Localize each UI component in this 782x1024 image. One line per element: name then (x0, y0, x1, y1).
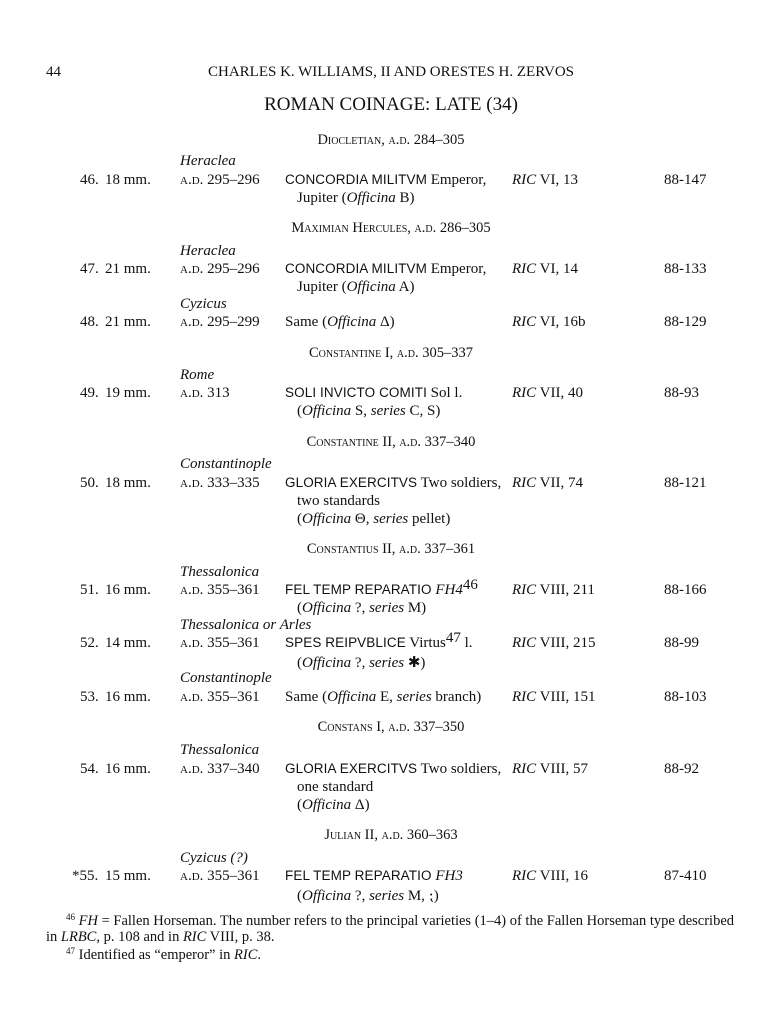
legend: FEL TEMP REPARATIO (285, 582, 432, 597)
inventory-number: 88-92 (664, 761, 699, 777)
coin-date: a.d. 295–299 (180, 314, 260, 330)
coin-size: 21 mm. (105, 314, 151, 330)
coin-date: a.d. 355–361 (180, 868, 260, 884)
footnote-marker: 47 (445, 630, 461, 646)
page-title: ROMAN COINAGE: LATE (34) (264, 94, 518, 115)
coin-date: a.d. 295–296 (180, 172, 260, 188)
inventory-number: 88-103 (664, 689, 707, 705)
entry-number: 51. (80, 582, 99, 598)
coin-size: 14 mm. (105, 635, 151, 651)
coin-description-line1: Same (Officina E, series branch) (285, 689, 482, 705)
coin-size: 15 mm. (105, 868, 151, 884)
coin-description-line3: (Officina Δ) (297, 797, 370, 813)
mint-name: Constantinople (180, 670, 272, 686)
coin-description-line2: one standard (297, 779, 374, 795)
ruler-heading: Constans I, a.d. 337–350 (317, 719, 465, 735)
page-number: 44 (46, 64, 61, 80)
ruler-heading: Diocletian, a.d. 284–305 (317, 132, 465, 148)
entry-number: 47. (80, 261, 99, 277)
mint-name: Thessalonica (180, 564, 260, 580)
footnote-46: $^{46}$ FH = Fallen Horseman. The number refers to the principal varieties (1–4) of the Fallen Horseman type described in LRBC, p. 108 and in RIC VIII, p. 38. (46, 912, 735, 945)
ric-reference: RIC VIII, 57 (512, 761, 588, 777)
legend: SPES REIPVBLICE (285, 635, 406, 650)
mint-name: Thessalonica or Arles (180, 617, 312, 633)
coin-size: 16 mm. (105, 689, 151, 705)
coin-date: a.d. 355–361 (180, 635, 260, 651)
inventory-number: 88-166 (664, 582, 707, 598)
coin-size: 16 mm. (105, 582, 151, 598)
coin-size: 19 mm. (105, 385, 151, 401)
legend: GLORIA EXERCITVS (285, 475, 418, 490)
legend: CONCORDIA MILITVM (285, 172, 427, 187)
ruler-heading: Constantine I, a.d. 305–337 (309, 345, 473, 361)
inventory-number: 88-121 (664, 475, 707, 491)
coin-description-line2: two standards (297, 493, 380, 509)
legend: FEL TEMP REPARATIO (285, 868, 432, 883)
entry-number: *55. (72, 868, 99, 884)
entry-number: 49. (80, 385, 99, 401)
entry-number: 46. (80, 172, 99, 188)
ric-reference: RIC VI, 14 (512, 261, 578, 277)
footnote-marker: 47 (66, 946, 75, 956)
ruler-heading: Maximian Hercules, a.d. 286–305 (291, 220, 491, 236)
entry-number: 48. (80, 314, 99, 330)
coin-description-line1: SOLI INVICTO COMITI Sol l. (285, 385, 463, 401)
coin-date: a.d. 313 (180, 385, 230, 401)
coin-description-line2: (Officina S, series C, S) (297, 403, 441, 419)
entry-number: 54. (80, 761, 99, 777)
ric-reference: RIC VII, 40 (512, 385, 583, 401)
coin-description-line3: (Officina Θ, series pellet) (297, 511, 451, 527)
legend: CONCORDIA MILITVM (285, 261, 427, 276)
footnote-47: $^{47}$ Identified as “emperor” in RIC. (66, 946, 262, 963)
coin-description-line1: FEL TEMP REPARATIO FH3 (285, 868, 463, 884)
coin-date: a.d. 337–340 (180, 761, 260, 777)
mint-name: Thessalonica (180, 742, 260, 758)
ric-reference: RIC VIII, 211 (512, 582, 595, 598)
inventory-number: 88-99 (664, 635, 699, 651)
ric-reference: RIC VIII, 151 (512, 689, 596, 705)
ric-reference: RIC VIII, 215 (512, 635, 596, 651)
mint-name: Rome (180, 367, 215, 383)
coin-description-line1: CONCORDIA MILITVM Emperor, (285, 172, 487, 188)
coin-description-line1: FEL TEMP REPARATIO $FH4^{46}$ (285, 577, 478, 598)
coin-date: a.d. 333–335 (180, 475, 260, 491)
ruler-heading: Constantine II, a.d. 337–340 (306, 434, 476, 450)
coin-description-line2: Jupiter (Officina B) (297, 190, 415, 206)
coin-description-line2: (Officina ?, series M, ⁏) (297, 888, 439, 904)
mint-name: Heraclea (180, 243, 236, 259)
coin-size: 18 mm. (105, 172, 151, 188)
inventory-number: 88-93 (664, 385, 699, 401)
ruler-heading: Julian II, a.d. 360–363 (324, 827, 458, 843)
inventory-number: 88-129 (664, 314, 707, 330)
footnote-marker: 46 (462, 577, 478, 593)
entry-number: 53. (80, 689, 99, 705)
ruler-heading: Constantius II, a.d. 337–361 (306, 541, 476, 557)
legend: GLORIA EXERCITVS (285, 761, 418, 776)
coin-description-line2: Jupiter (Officina A) (297, 279, 415, 295)
mint-name: Heraclea (180, 153, 236, 169)
mint-name: Cyzicus (?) (180, 850, 248, 866)
coin-description-line1: GLORIA EXERCITVS Two soldiers, (285, 761, 502, 777)
coin-date: a.d. 355–361 (180, 689, 260, 705)
footnote-marker: 46 (66, 912, 75, 922)
coin-size: 21 mm. (105, 261, 151, 277)
inventory-number: 87-410 (664, 868, 707, 884)
coin-description-line1: SPES REIPVBLICE Virtus$^{47}$ l. (285, 630, 473, 651)
ric-reference: RIC VIII, 16 (512, 868, 588, 884)
legend: SOLI INVICTO COMITI (285, 385, 427, 400)
coin-date: a.d. 355–361 (180, 582, 260, 598)
ric-reference: RIC VI, 13 (512, 172, 578, 188)
inventory-number: 88-147 (664, 172, 707, 188)
coin-description-line2: (Officina ?, series ✱) (297, 655, 426, 671)
coin-description-line1: Same (Officina Δ) (285, 314, 395, 330)
entry-number: 50. (80, 475, 99, 491)
coin-size: 16 mm. (105, 761, 151, 777)
coin-description-line1: CONCORDIA MILITVM Emperor, (285, 261, 487, 277)
inventory-number: 88-133 (664, 261, 707, 277)
coin-size: 18 mm. (105, 475, 151, 491)
entry-number: 52. (80, 635, 99, 651)
mint-name: Constantinople (180, 456, 272, 472)
running-head: CHARLES K. WILLIAMS, II AND ORESTES H. ZERVOS (207, 64, 575, 80)
coin-date: a.d. 295–296 (180, 261, 260, 277)
ric-reference: RIC VII, 74 (512, 475, 583, 491)
ric-reference: RIC VI, 16b (512, 314, 586, 330)
mint-name: Cyzicus (180, 296, 227, 312)
coin-description-line1: GLORIA EXERCITVS Two soldiers, (285, 475, 502, 491)
coin-description-line2: (Officina ?, series M) (297, 600, 427, 616)
